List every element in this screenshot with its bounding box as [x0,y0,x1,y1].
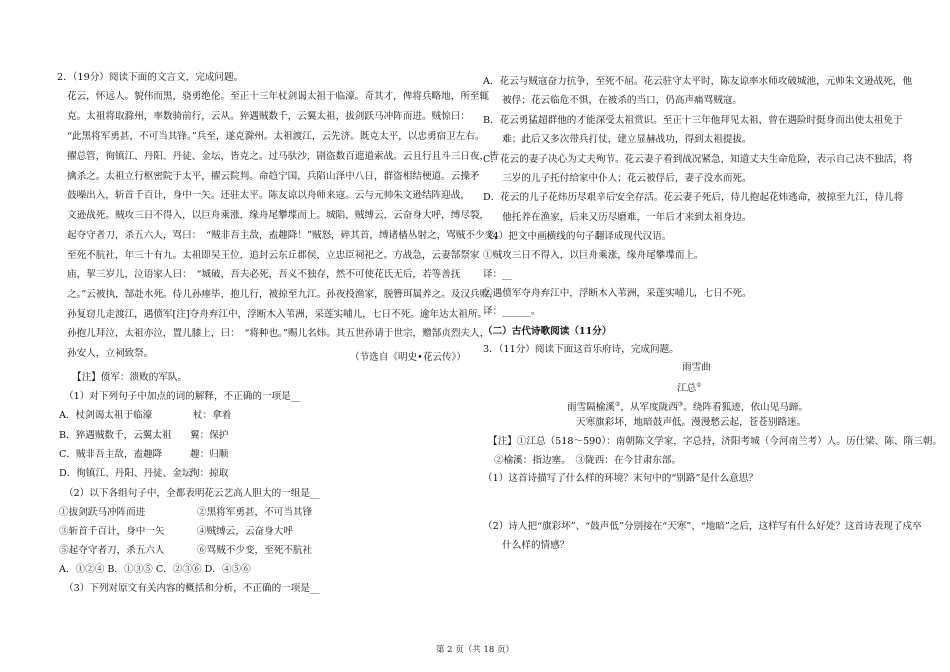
subquestion-1: （1）对下列句子中加点的词的解释，不正确的一项是__ [64,391,301,402]
subquestion-4: （4）把文中画横线的句子翻译成现代汉语。 [483,231,672,242]
sentence-item: ②黑将军勇甚，不可当其锋 [197,507,313,518]
subquestion-3: （3）下列对原文有关内容的概括和分析，不正确的一项是__ [64,583,320,594]
passage-line: 擢总管，徇镇江、丹阳、丹徒、金坛，皆克之。过马驮沙，剧盗数百遮道索战。云且行且斗三日夜，皆 [67,151,499,162]
sentence-item: ③斩首千百计，身中一矢 [59,526,165,537]
passage-line: 庙，挈三岁儿，泣语家人曰： “城破，吾夫必死，吾义不独存，然不可使花氏无后，若等善抚 [67,269,461,280]
translate-answer-1: 译：__ [483,269,512,280]
sentence-item: ⑥骂贼不少变，至死不肮社 [197,545,313,556]
option-c-gloss: 趣：归顺 [190,449,229,460]
option-line: 他托养在渔家，后来又历尽磨难，一年后才来到太祖身边。 [483,212,752,223]
translate-sentence-2: ②遇偾军夺舟弃江中，浮断木入苇洲，采莲实哺儿，七日不死。 [483,288,752,299]
passage-line: 孙安人，立祠致祭。 [67,348,154,359]
answer-options: A．①②④ B．①③⑤ C．②③⑥ D．④⑤⑥ [59,564,251,575]
option-a: A．杖剑谒太祖于临濠 [59,410,153,421]
option-d: D．徇镇江、丹阳、丹徒、金坛 [59,468,192,479]
translate-answer-2: 译：______。 [483,306,541,317]
passage-line: 文逊战死。贼攻三日不得入，以巨舟乘涨，缘舟尾攀堞而上。城陷，贼缚云，云奋身大呼，缚尽裂， [67,210,490,221]
sentence-item: ①拔剑跃马冲阵而进 [59,507,146,518]
passage-line: 起夺守者刀，杀五六人，骂曰： “贼非吾主敌，盍趣降！”贼怒，碎其首，缚诸樯丛射之，骂贼不少变， [67,230,504,241]
option-b: B．猝遇贼数千，云翼太祖 [59,430,172,441]
option-line: A．花云与贼寇奋力抗争，至死不屈。花云驻守太平时，陈友谅率水师攻破城池，元帅朱文逊战死，他 [483,76,913,87]
passage-line: 花云，怀远人。貌伟而黑，骁勇绝伦。至正十三年杖剑谒太祖于临濠。奇其才，俾将兵略地，所至辄 [67,91,490,102]
option-line: B．花云勇猛超群他的才能深受太祖赏识。至正十三年他拜见太祖，曾在遇险时挺身而出使太祖免于 [483,115,903,126]
option-b-gloss: 翼：保护 [190,430,229,441]
section-title: （二）古代诗歌阅读（11分） [483,326,612,337]
poem-line-1: 雨雪隔榆溪②，从军度陇西③。绕阵看狐迹，依山见马蹄。 [567,401,809,414]
option-line: 三岁的儿子托付给家中仆人；花云被俘后，妻子没水而死。 [483,173,752,184]
option-line: D．花云的儿子花炜历尽艰辛后安全存活。花云妻子死后，侍儿抱起花炜逃命，被掠至九江，侍儿将 [483,192,904,203]
sentence-item: ④贼缚云，云奋身大呼 [197,526,293,537]
poem-question-1: （1）这首诗描写了什么样的环境？末句中的“别路”是什么意思？ [483,473,758,484]
passage-source: （节选自《明史•花云传》） [350,352,466,363]
option-line: 被俘；花云临危不惧，在被杀的当口，仍高声痛骂贼寇。 [483,95,743,106]
poem-author: 江总① [677,382,702,395]
option-line: C．花云的妻子决心为丈夫殉节。花云妻子看到战况紧急，知道丈夫生命危险，表示自己决不独活，将 [483,154,913,165]
option-d-gloss: 徇：掠取 [190,468,229,479]
passage-line: 孙复窃儿走渡江，遇偾军[注]夺舟弃江中，浮断木入苇洲，采莲实哺儿，七日不死。逾年达太祖所。 [67,309,488,320]
subquestion-2: （2）以下各组句子中，全都表明花云艺高人胆大的一组是__ [64,488,320,499]
option-a-gloss: 杖：拿着 [193,410,232,421]
question-2-title: 2．（19分）阅读下面的文言文，完成问题。 [57,72,244,83]
poem-note-2: ②榆溪：指边塞。 ③陇西：在今甘肃东部。 [494,455,682,466]
passage-line: 擒杀之。太祖立行枢密院于太平，擢云院判。命趋宁国，兵陷山泽中八日，群盗相结梗道。云操矛 [67,171,480,182]
note: 【注】偾军：溃败的军队。 [72,372,188,383]
passage-line: 鼓噪出入，斩首千百计，身中一矢。还驻太平。陈友谅以舟师来寇。云与元帅朱文逊结阵迎战， [67,190,470,201]
passage-line: 克。太祖将取滁州，率数骑前行，云从。猝遇贼数千，云翼太祖，拔剑跃马冲阵而进。贼惊曰： [67,111,470,122]
poem-note-1: 【注】①江总（518～590）：南朝陈文学家，字总持，济阳考城（今河南兰考）人。历仕梁、陈、隋三朝。 [488,436,942,447]
passage-line: “此黑将军勇甚，不可当其锋。”兵至，遂克滁州。太祖渡江，云先济。既克太平，以忠勇宿卫左右。 [67,131,485,142]
passage-line: 孙抱儿拜泣，太祖亦泣，置儿膝上，曰： “将种也。”赐儿名炜。其五世孙请于世宗，赠郜贞烈夫人， [67,328,490,339]
translate-sentence-1: ①贼攻三日不得入，以巨舟乘涨，缘舟尾攀堞而上。 [483,250,704,261]
page-number: 第 2 页（共 18 页） [435,645,515,655]
passage-line: 至死不肮社，年三十有九。太祖即吴王位，追封云东丘郡侯，立忠臣祠祀之。方战急，云妻郜祭家 [67,250,480,261]
question-3-title: 3．（11分）阅读下面这首乐府诗，完成问题。 [483,344,679,355]
poem-question-2: （2）诗人把“旗彩坏”、“鼓声低”分别接在“天寒”、“地暗”之后，这样写有什么好处？这首诗表现了戍卒 [483,521,922,532]
option-line: 难；此后又多次带兵打仗，建立显赫战功，得到太祖提拔。 [483,134,752,145]
passage-line: 之。”云被执，郜赴水死。侍儿孙瘗毕，抱儿行，被掠至九江。孙夜投渔家，脱簪珥属养之。及汉兵败， [67,289,499,300]
sentence-item: ⑤起夺守者刀，杀五六人 [59,545,165,556]
option-c: C．贼非吾主敌，盍趣降 [59,449,163,460]
poem-question-2-cont: 什么样的情感？ [483,540,570,551]
poem-line-2: 天寒旗彩坏，地暗鼓声低。漫漫愁云起，苍苍别路迷。 [576,417,807,428]
poem-title: 雨雪曲 [682,362,711,373]
